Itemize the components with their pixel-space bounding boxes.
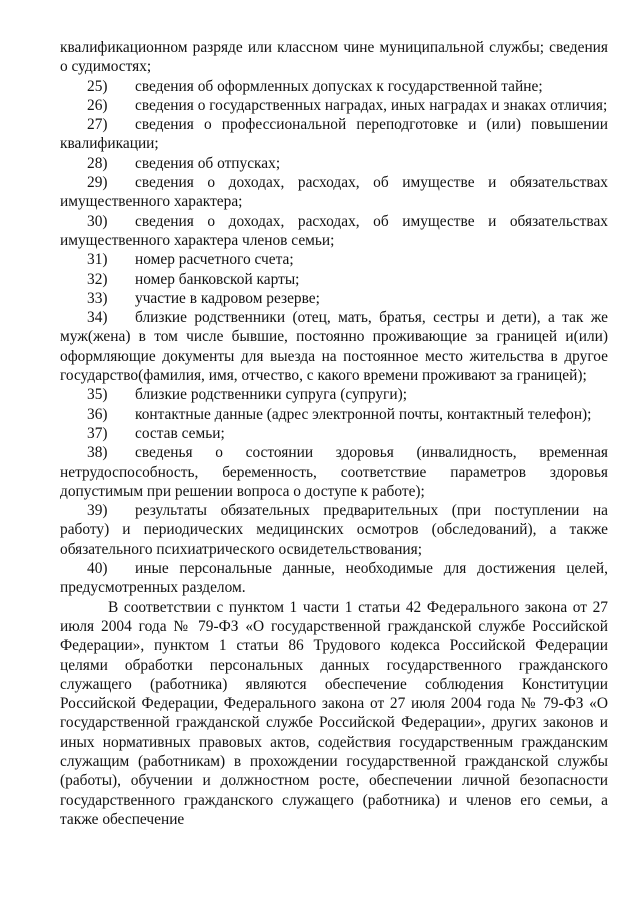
list-item xyxy=(60,308,608,385)
list-item xyxy=(60,289,608,308)
item-number: 40) xyxy=(87,560,108,578)
body-paragraph: В соответствии с пунктом 1 части 1 статьи 42 Федерального закона от 27 июля 2004 года № 79-ФЗ «О государственной гражданской службе Российской Федерации», пунктом 1 статьи 86 Трудового кодекса Российской Федерации целями обработки персональных данных государственного гражданского служащего (работника) являются обеспечение соблюдения Конституции Российской Федерации, Федерального закона от 27 июля 2004 года № 79-ФЗ «О государственной гражданской службе Российской Федерации», других законов и иных нормативных правовых актов, содействия государственным гражданским служащим (работникам) в прохождении государственной гражданской службы (работы), обучении и должностном росте, обеспечении личной безопасности государственного гражданского служащего (работника) и членов его семьи, а также обеспечение xyxy=(60,598,608,828)
item-text: участие в кадровом резерве; xyxy=(135,289,320,307)
item-text: сведения о профессиональной переподготовке и (или) повышении квалификации; xyxy=(60,116,608,153)
item-text: иные персональные данные, необходимые для достижения целей, предусмотренных разделом. xyxy=(60,560,608,597)
item-text: сведения об отпусках; xyxy=(135,154,281,172)
item-text: номер расчетного счета; xyxy=(135,251,294,269)
item-number: 31) xyxy=(87,251,108,269)
item-number: 27) xyxy=(87,116,108,134)
list-item xyxy=(60,250,608,269)
list-item xyxy=(60,443,608,501)
item-text: сведения о доходах, расходах, об имуществе и обязательствах имущественного характера членов семьи; xyxy=(60,212,608,249)
list-item xyxy=(60,115,608,154)
item-number: 26) xyxy=(87,96,108,114)
item-number: 25) xyxy=(87,77,108,95)
list-item xyxy=(60,424,608,443)
item-text: сведения о государственных наградах, иных наградах и знаках отличия; xyxy=(135,96,608,114)
item-number: 37) xyxy=(87,424,108,442)
item-number: 34) xyxy=(87,309,108,327)
list-item xyxy=(60,270,608,289)
list-item xyxy=(60,96,608,115)
list-items xyxy=(60,77,608,598)
item-number: 33) xyxy=(87,289,108,307)
item-text: контактные данные (адрес электронной почты, контактный телефон); xyxy=(135,405,592,423)
item-text: состав семьи; xyxy=(135,424,225,442)
list-item xyxy=(60,559,608,598)
item-text: сведенья о состоянии здоровья (инвалидность, временная нетрудоспособность, беременность, соответствие параметров здоровья допустимым при решении вопроса о доступе к работе); xyxy=(60,444,608,500)
item-text: результаты обязательных предварительных (при поступлении на работу) и периодических медицинских осмотров (обследований), а также обязательного психиатрического освидетельствования; xyxy=(60,502,608,558)
item-number: 39) xyxy=(87,502,108,520)
item-text: сведения о доходах, расходах, об имуществе и обязательствах имущественного характера; xyxy=(60,174,608,211)
item-text: номер банковской карты; xyxy=(135,270,300,288)
item-number: 32) xyxy=(87,270,108,288)
continuation-text: квалификационном разряде или классном чине муниципальной службы; сведения о судимостях; xyxy=(60,39,608,76)
list-item xyxy=(60,385,608,404)
item-number: 28) xyxy=(87,154,108,172)
list-item xyxy=(60,154,608,173)
list-item xyxy=(60,501,608,559)
item-number: 36) xyxy=(87,405,108,423)
item-number: 38) xyxy=(87,444,108,462)
list-item xyxy=(60,173,608,212)
list-item xyxy=(60,405,608,424)
item-text: близкие родственники (отец, мать, братья, сестры и дети), а так же муж(жена) в том числе бывшие, постоянно проживающие за границей и(или) оформляющие документы для выезда на постоянное место жительства в другое государство(фамилия, имя, отчество, с какого времени проживают за границей); xyxy=(60,309,608,385)
item-number: 35) xyxy=(87,386,108,404)
item-text: близкие родственники супруга (супруги); xyxy=(135,386,408,404)
list-item xyxy=(60,212,608,251)
item-number: 29) xyxy=(87,174,108,192)
list-item xyxy=(60,77,608,96)
item-number: 30) xyxy=(87,212,108,230)
item-text: сведения об оформленных допусках к государственной тайне; xyxy=(135,77,543,95)
